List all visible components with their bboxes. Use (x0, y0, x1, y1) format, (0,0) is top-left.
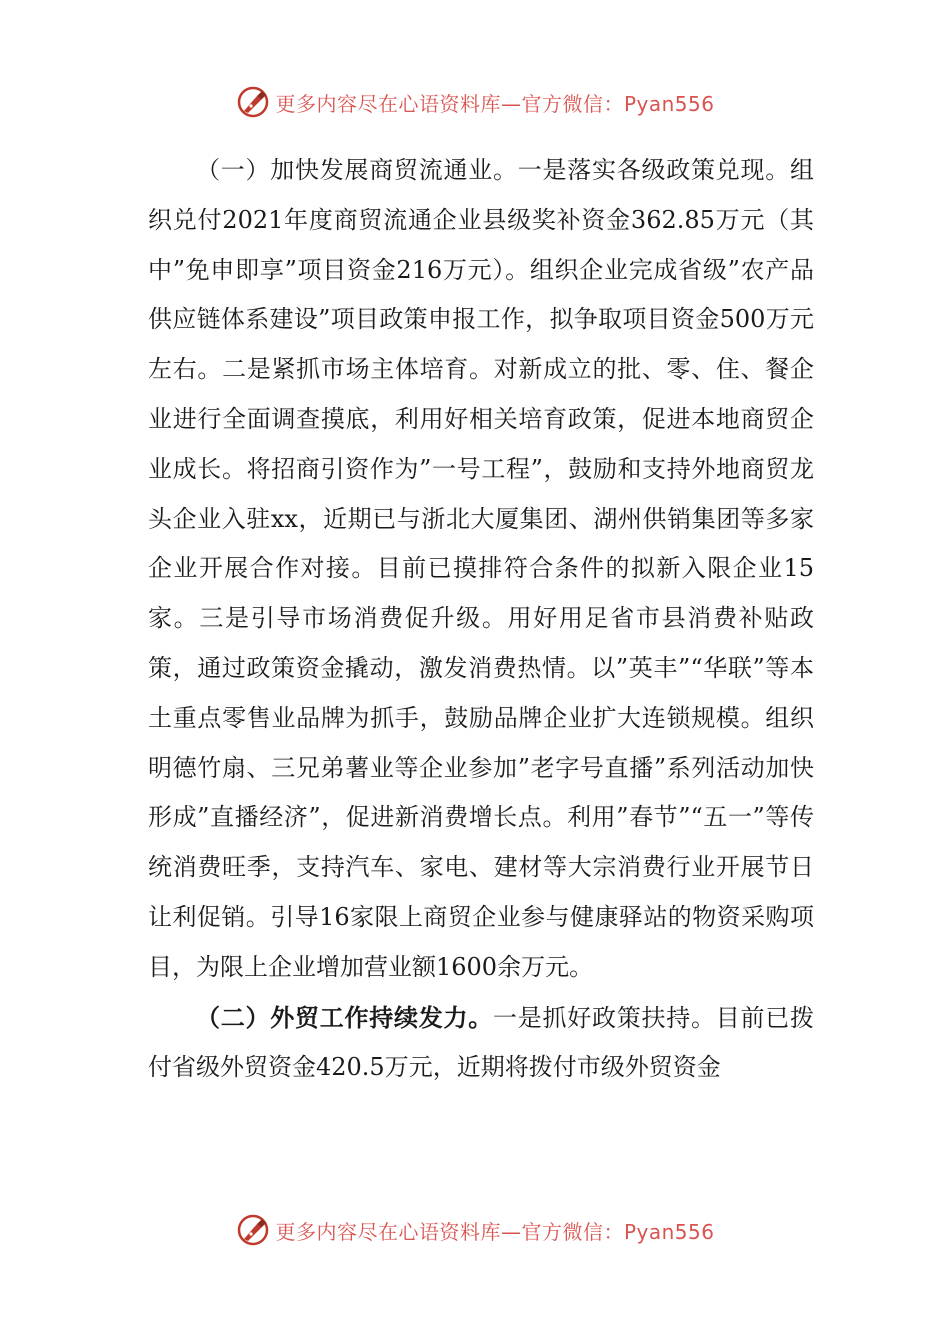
paragraph-commerce (148, 146, 814, 993)
paragraph-heading: （二）外贸工作持续发力。 (196, 1002, 493, 1032)
paragraph-heading: （一）加快发展商贸流通业。 (196, 156, 518, 184)
pen-nib-logo-icon (235, 1212, 271, 1248)
pen-nib-logo-icon (235, 84, 271, 120)
paragraph-foreign-trade (148, 993, 814, 1094)
document-body (148, 146, 814, 1093)
paragraph-text: 一是落实各级政策兑现。组织兑付2021年度商贸流通企业县级奖补资金362.85万元（其中”免申即享”项目资金216万元）。组织企业完成省级”农产品供应链体系建设”项目政策申报工作，拟争取项目资金500万元左右。二是紧抓市场主体培育。对新成立的批、零、住、餐企业进行全面调查摸底，利用好相关培育政策，促进本地商贸企业成长。将招商引资作为”一号工程”，鼓励和支持外地商贸龙头企业入驻xx，近期已与浙北大厦集团、湖州供销集团等多家企业开展合作对接。目前已摸排符合条件的拟新入限企业15家。三是引导市场消费促升级。用好用足省市县消费补贴政策，通过政策资金撬动，激发消费热情。以”英丰”“华联”等本土重点零售业品牌为抓手，鼓励品牌企业扩大连锁规模。组织明德竹扇、三兄弟薯业等企业参加”老字号直播”系列活动加快形成”直播经济”，促进新消费增长点。利用”春节”“五一”等传统消费旺季，支持汽车、家电、建材等大宗消费行业开展节日让利促销。引导16家限上商贸企业参与健康驿站的物资采购项目，为限上企业增加营业额1600余万元。 (148, 156, 814, 981)
watermark-text: 更多内容尽在心语资料库—官方微信：Pyan556 (275, 91, 715, 116)
paragraph-text: 一是抓好政策扶持。目前已拨付省级外贸资金420.5万元，近期将拨付市级外贸资金 (148, 1003, 814, 1082)
header-watermark (0, 82, 950, 122)
watermark-text: 更多内容尽在心语资料库—官方微信：Pyan556 (275, 1219, 715, 1244)
footer-watermark (0, 1210, 950, 1250)
